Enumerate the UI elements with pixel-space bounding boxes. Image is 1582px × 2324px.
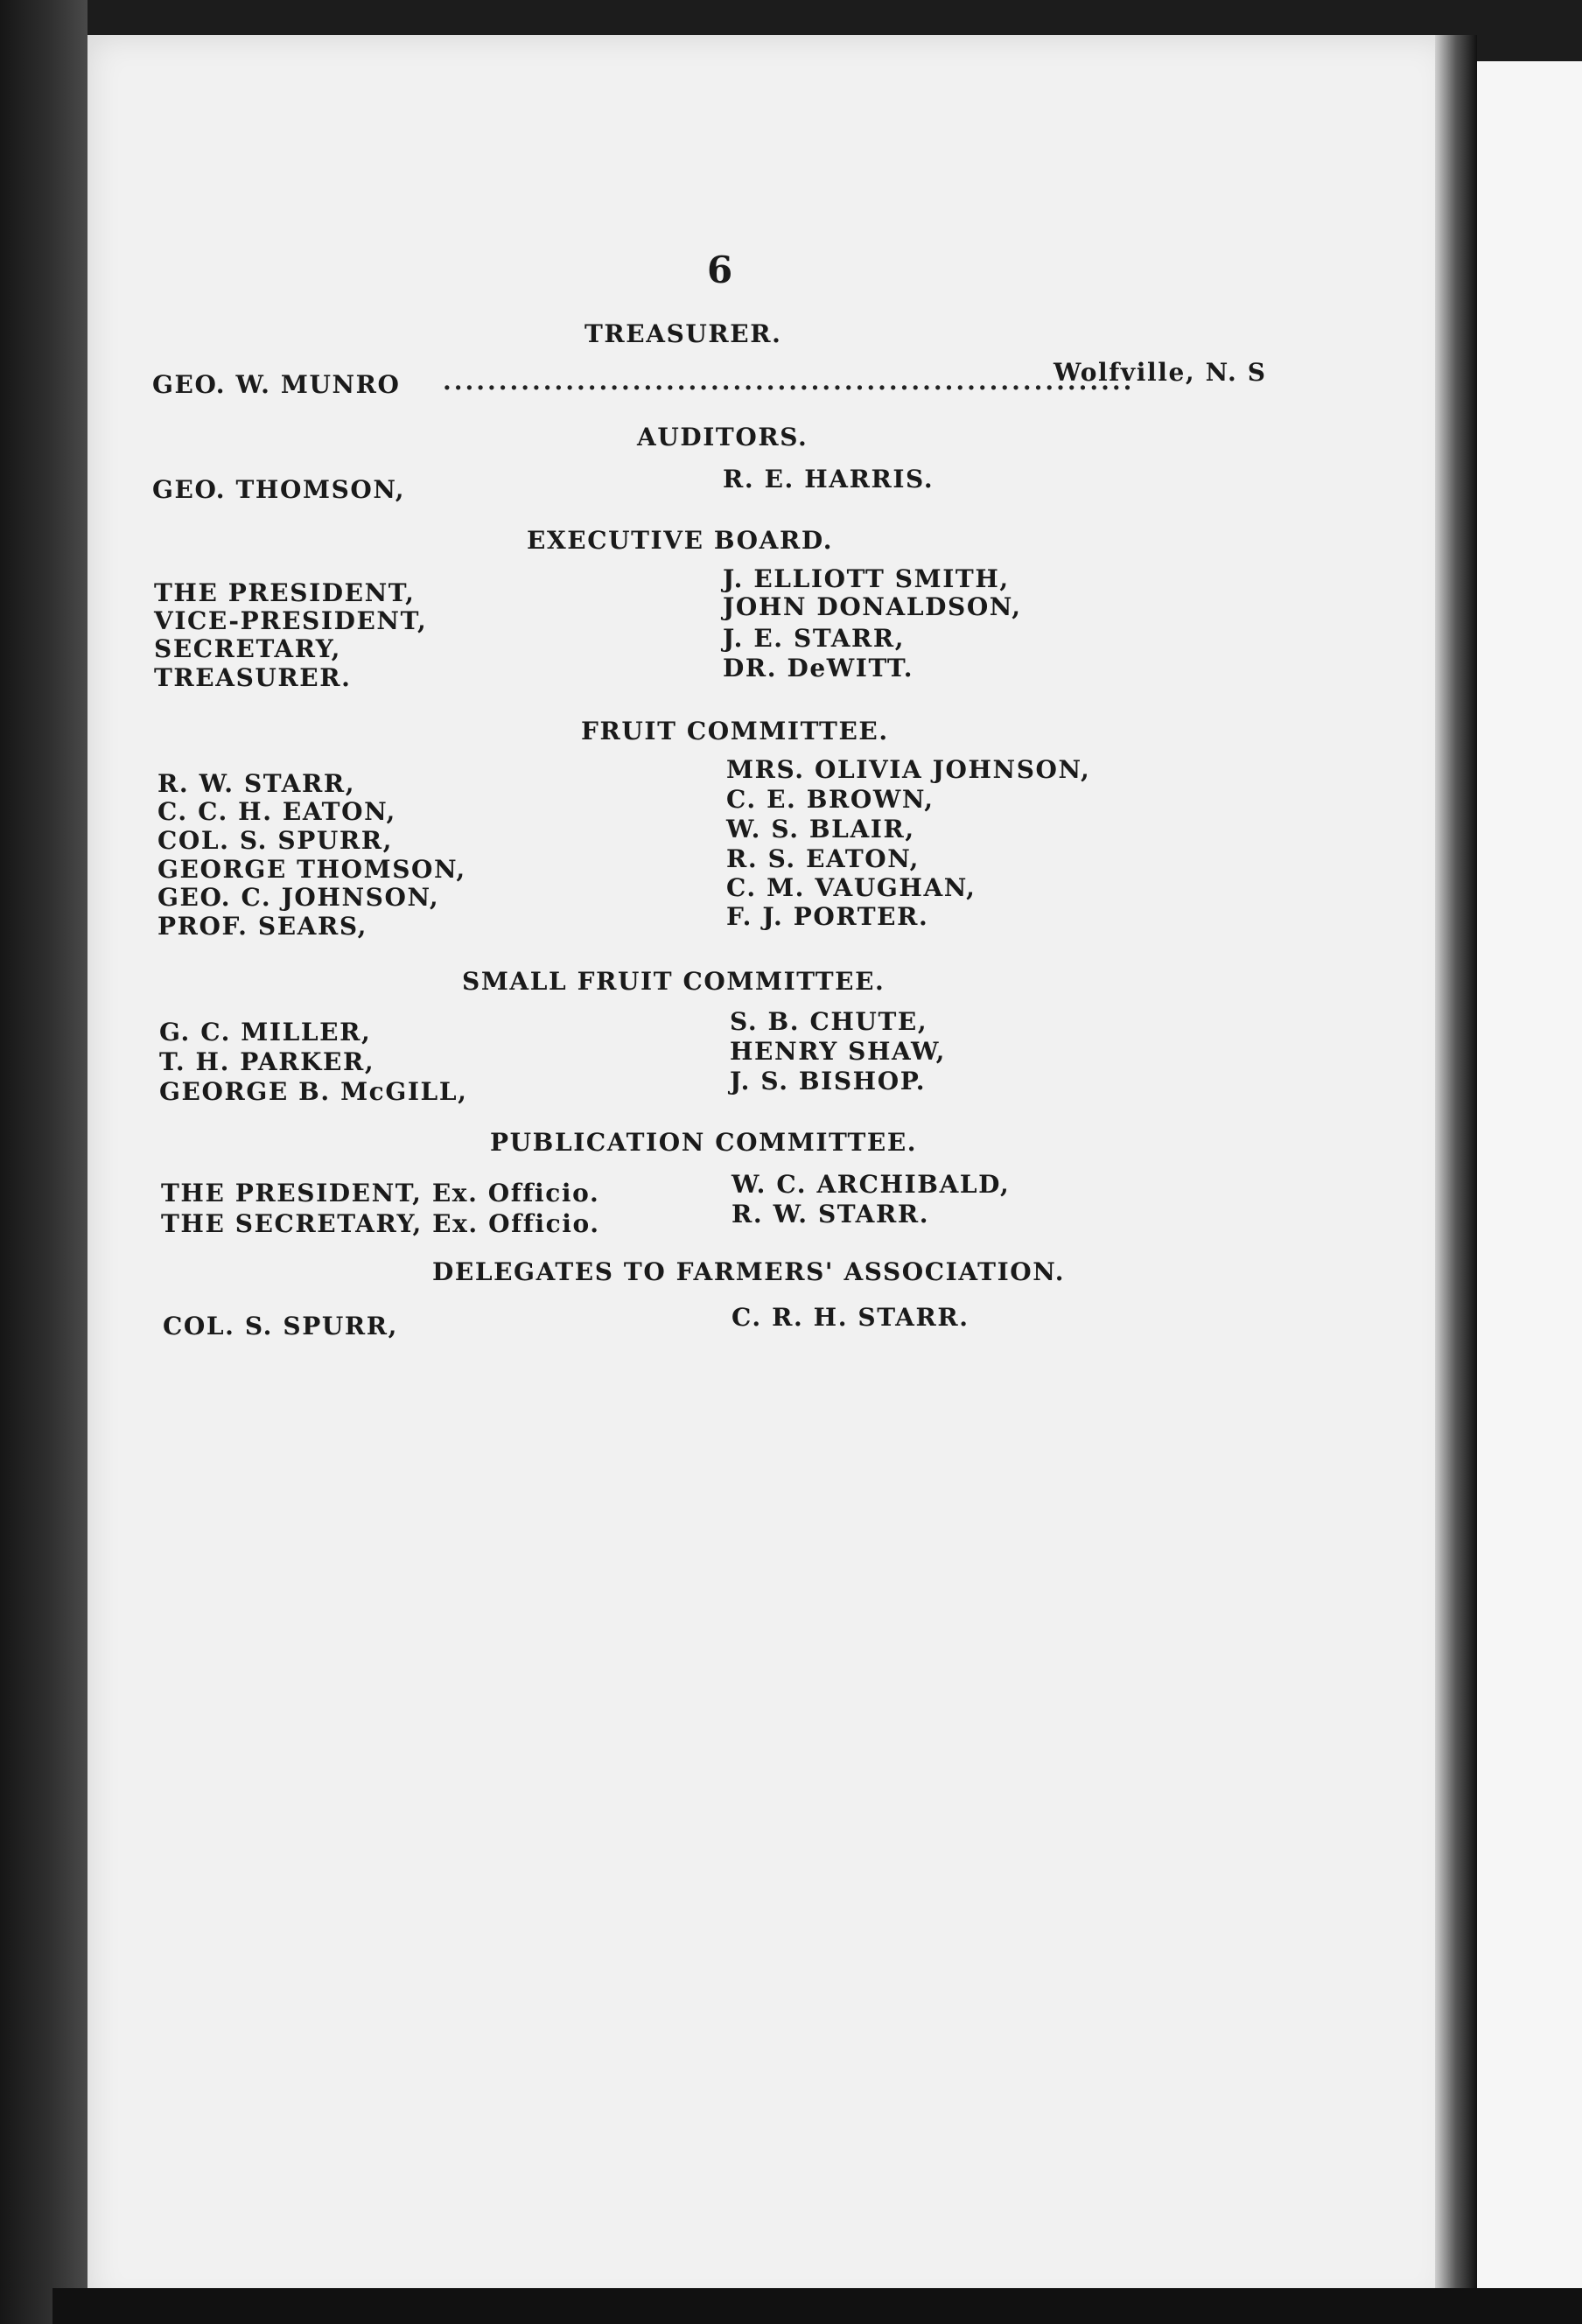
executive-board-heading: EXECUTIVE BOARD. (527, 526, 834, 555)
executive-left-1: THE PRESIDENT, (154, 578, 416, 607)
page-number: 6 (707, 248, 733, 291)
fruit-left-3: COL. S. SPURR, (158, 826, 393, 855)
publication-left-2: THE SECRETARY, Ex. Officio. (161, 1209, 600, 1238)
fruit-right-3: W. S. BLAIR, (726, 815, 915, 844)
publication-left-1: THE PRESIDENT, Ex. Officio. (161, 1179, 600, 1208)
fruit-left-4: GEORGE THOMSON, (158, 855, 466, 884)
publication-committee-heading: PUBLICATION COMMITTEE. (490, 1128, 918, 1157)
small-fruit-right-3: J. S. BISHOP. (730, 1067, 927, 1096)
executive-right-1: J. ELLIOTT SMITH, (723, 564, 1010, 593)
treasurer-location: Wolfville, N. S (1054, 358, 1267, 387)
fruit-right-4: R. S. EATON, (726, 844, 920, 873)
treasurer-name: GEO. W. MUNRO (152, 370, 401, 399)
fruit-left-1: R. W. STARR, (158, 769, 356, 798)
auditor-left-1: GEO. THOMSON, (152, 475, 406, 504)
dot-leaders: .............................................................. (443, 367, 1135, 396)
treasurer-heading: TREASURER. (584, 319, 782, 348)
executive-right-4: DR. DeWITT. (723, 654, 914, 682)
fruit-right-2: C. E. BROWN, (726, 785, 934, 814)
small-fruit-left-2: T. H. PARKER, (159, 1047, 375, 1076)
fruit-left-2: C. C. H. EATON, (158, 797, 396, 826)
publication-right-1: W. C. ARCHIBALD, (732, 1170, 1011, 1199)
page-gutter (1435, 35, 1477, 2310)
executive-left-4: TREASURER. (154, 663, 352, 692)
small-fruit-left-3: GEORGE B. McGILL, (159, 1077, 468, 1106)
publication-right-2: R. W. STARR. (732, 1200, 930, 1228)
executive-right-2: JOHN DONALDSON, (723, 592, 1022, 621)
fruit-right-6: F. J. PORTER. (726, 902, 929, 931)
fruit-right-5: C. M. VAUGHAN, (726, 873, 976, 902)
bottom-edge-shadow (52, 2288, 1582, 2324)
adjacent-page-edge (1477, 61, 1582, 2301)
fruit-right-1: MRS. OLIVIA JOHNSON, (726, 755, 1091, 784)
auditor-right-1: R. E. HARRIS. (723, 465, 934, 494)
executive-left-2: VICE-PRESIDENT, (154, 606, 428, 635)
small-fruit-right-2: HENRY SHAW, (730, 1037, 946, 1066)
fruit-left-5: GEO. C. JOHNSON, (158, 883, 440, 912)
delegates-heading: DELEGATES TO FARMERS' ASSOCIATION. (432, 1257, 1066, 1286)
fruit-left-6: PROF. SEARS, (158, 912, 368, 941)
auditors-heading: AUDITORS. (637, 423, 808, 452)
small-fruit-committee-heading: SMALL FRUIT COMMITTEE. (462, 967, 886, 996)
executive-left-3: SECRETARY, (154, 634, 342, 663)
executive-right-3: J. E. STARR, (723, 624, 906, 653)
small-fruit-right-1: S. B. CHUTE, (730, 1007, 928, 1036)
fruit-committee-heading: FRUIT COMMITTEE. (581, 717, 889, 746)
delegates-left-1: COL. S. SPURR, (163, 1312, 398, 1340)
small-fruit-left-1: G. C. MILLER, (159, 1018, 372, 1046)
binding-shadow (0, 0, 88, 2324)
delegates-right-1: C. R. H. STARR. (732, 1303, 970, 1332)
